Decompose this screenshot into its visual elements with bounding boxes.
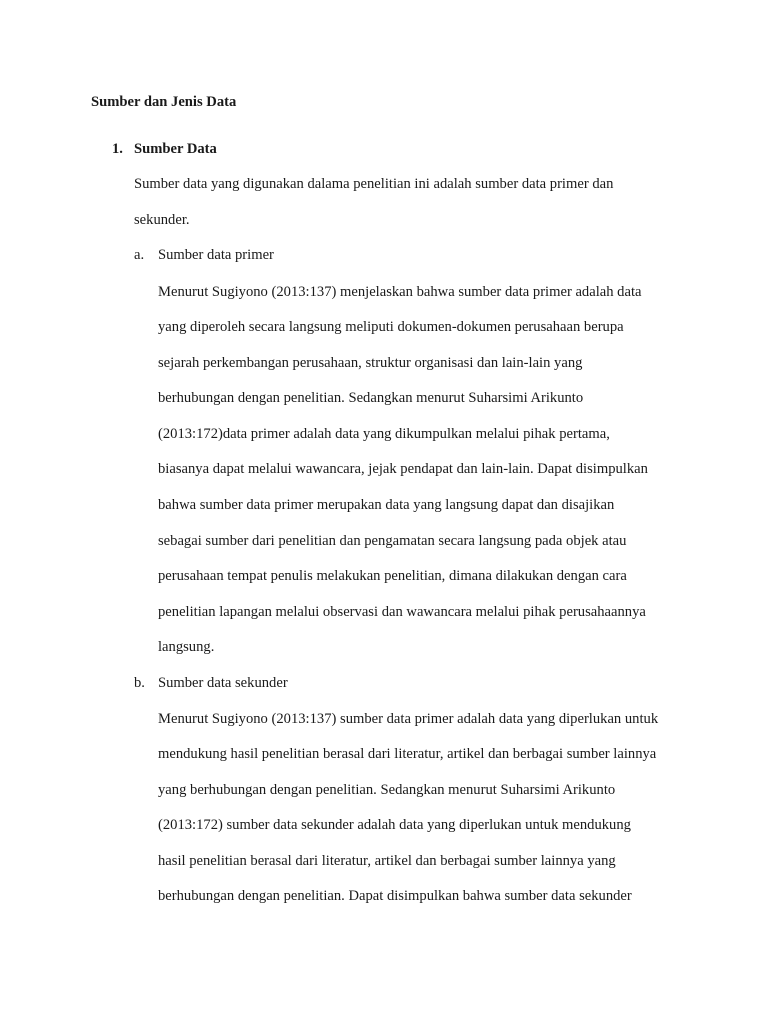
- sekunder-line: berhubungan dengan penelitian. Dapat disimpulkan bahwa sumber data sekunder: [158, 888, 632, 904]
- intro-line: sekunder.: [134, 212, 190, 228]
- sekunder-line: yang berhubungan dengan penelitian. Sedangkan menurut Suharsimi Arikunto: [158, 782, 616, 798]
- primer-line: sebagai sumber dari penelitian dan pengamatan secara langsung pada objek atau: [158, 533, 627, 549]
- sekunder-line: (2013:172) sumber data sekunder adalah data yang diperlukan untuk mendukung: [158, 817, 631, 833]
- sekunder-line: hasil penelitian berasal dari literatur, artikel dan berbagai sumber lainnya yang: [158, 853, 616, 869]
- intro-line: Sumber data yang digunakan dalama penelitian ini adalah sumber data primer dan: [134, 176, 614, 192]
- primer-line: yang diperoleh secara langsung meliputi dokumen-dokumen perusahaan berupa: [158, 319, 624, 335]
- sekunder-line: Menurut Sugiyono (2013:137) sumber data primer adalah data yang diperlukan untuk: [158, 711, 659, 727]
- section-number: 1.: [112, 141, 123, 157]
- sekunder-line: mendukung hasil penelitian berasal dari literatur, artikel dan berbagai sumber lainnya: [158, 746, 657, 762]
- primer-line: berhubungan dengan penelitian. Sedangkan menurut Suharsimi Arikunto: [158, 390, 584, 406]
- section-heading: Sumber Data: [134, 141, 217, 157]
- subsection-heading-primer: Sumber data primer: [158, 247, 274, 263]
- primer-line: sejarah perkembangan perusahaan, struktur organisasi dan lain-lain yang: [158, 355, 583, 371]
- primer-line: perusahaan tempat penulis melakukan penelitian, dimana dilakukan dengan cara: [158, 568, 627, 584]
- primer-line: bahwa sumber data primer merupakan data yang langsung dapat dan disajikan: [158, 497, 615, 513]
- subsection-marker-a: a.: [134, 247, 145, 263]
- document-title: Sumber dan Jenis Data: [91, 94, 237, 110]
- primer-line: penelitian lapangan melalui observasi dan wawancara melalui pihak perusahaannya: [158, 604, 646, 620]
- primer-line: langsung.: [158, 639, 215, 655]
- primer-line: biasanya dapat melalui wawancara, jejak pendapat dan lain-lain. Dapat disimpulkan: [158, 461, 648, 477]
- subsection-marker-b: b.: [134, 675, 145, 691]
- subsection-heading-sekunder: Sumber data sekunder: [158, 675, 288, 691]
- primer-line: Menurut Sugiyono (2013:137) menjelaskan bahwa sumber data primer adalah data: [158, 284, 642, 300]
- primer-line: (2013:172)data primer adalah data yang dikumpulkan melalui pihak pertama,: [158, 426, 610, 442]
